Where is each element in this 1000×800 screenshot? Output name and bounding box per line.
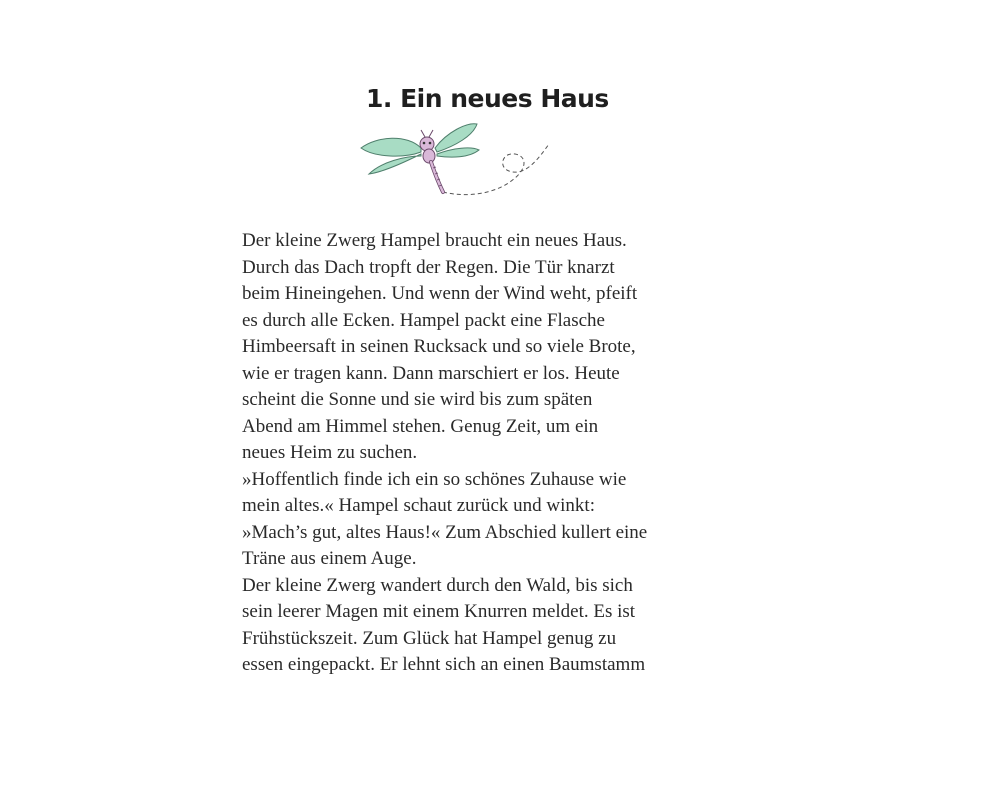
text-line: Himbeersaft in seinen Rucksack und so viele Brote,: [242, 336, 636, 357]
text-line: Der kleine Zwerg wandert durch den Wald, bis sich: [242, 574, 633, 596]
chapter-title: 1. Ein neues Haus: [366, 84, 609, 113]
text-line: Träne aus einem Auge.: [242, 548, 417, 569]
text-line: neues Heim zu suchen.: [242, 442, 418, 463]
text-line: es durch alle Ecken. Hampel packt eine Flasche: [242, 309, 605, 331]
text-line: beim Hineingehen. Und wenn der Wind weht, pfeift: [242, 283, 638, 304]
text-line: sein leerer Magen mit einem Knurren meldet. Es ist: [242, 601, 636, 622]
text-line: »Mach’s gut, altes Haus!« Zum Abschied kullert eine: [242, 521, 648, 543]
dragonfly-wing: [361, 138, 421, 156]
text-line: Der kleine Zwerg Hampel braucht ein neues Haus.: [242, 230, 627, 251]
text-line: wie er tragen kann. Dann marschiert er los. Heute: [242, 362, 620, 384]
text-line: »Hoffentlich finde ich ein so schönes Zuhause wie: [242, 468, 627, 490]
dragonfly-wing: [369, 154, 421, 174]
dragonfly-icon: [355, 118, 555, 200]
text-line: Durch das Dach tropft der Regen. Die Tür knarzt: [242, 256, 615, 278]
text-line: Frühstückszeit. Zum Glück hat Hampel genug zu: [242, 627, 617, 649]
text-line: mein altes.« Hampel schaut zurück und winkt:: [242, 495, 595, 516]
text-line: Abend am Himmel stehen. Genug Zeit, um ein: [242, 415, 599, 437]
story-text: [242, 228, 702, 679]
text-line: scheint die Sonne und sie wird bis zum späten: [242, 389, 593, 410]
text-line: essen eingepackt. Er lehnt sich an einen Baumstamm: [242, 654, 646, 675]
